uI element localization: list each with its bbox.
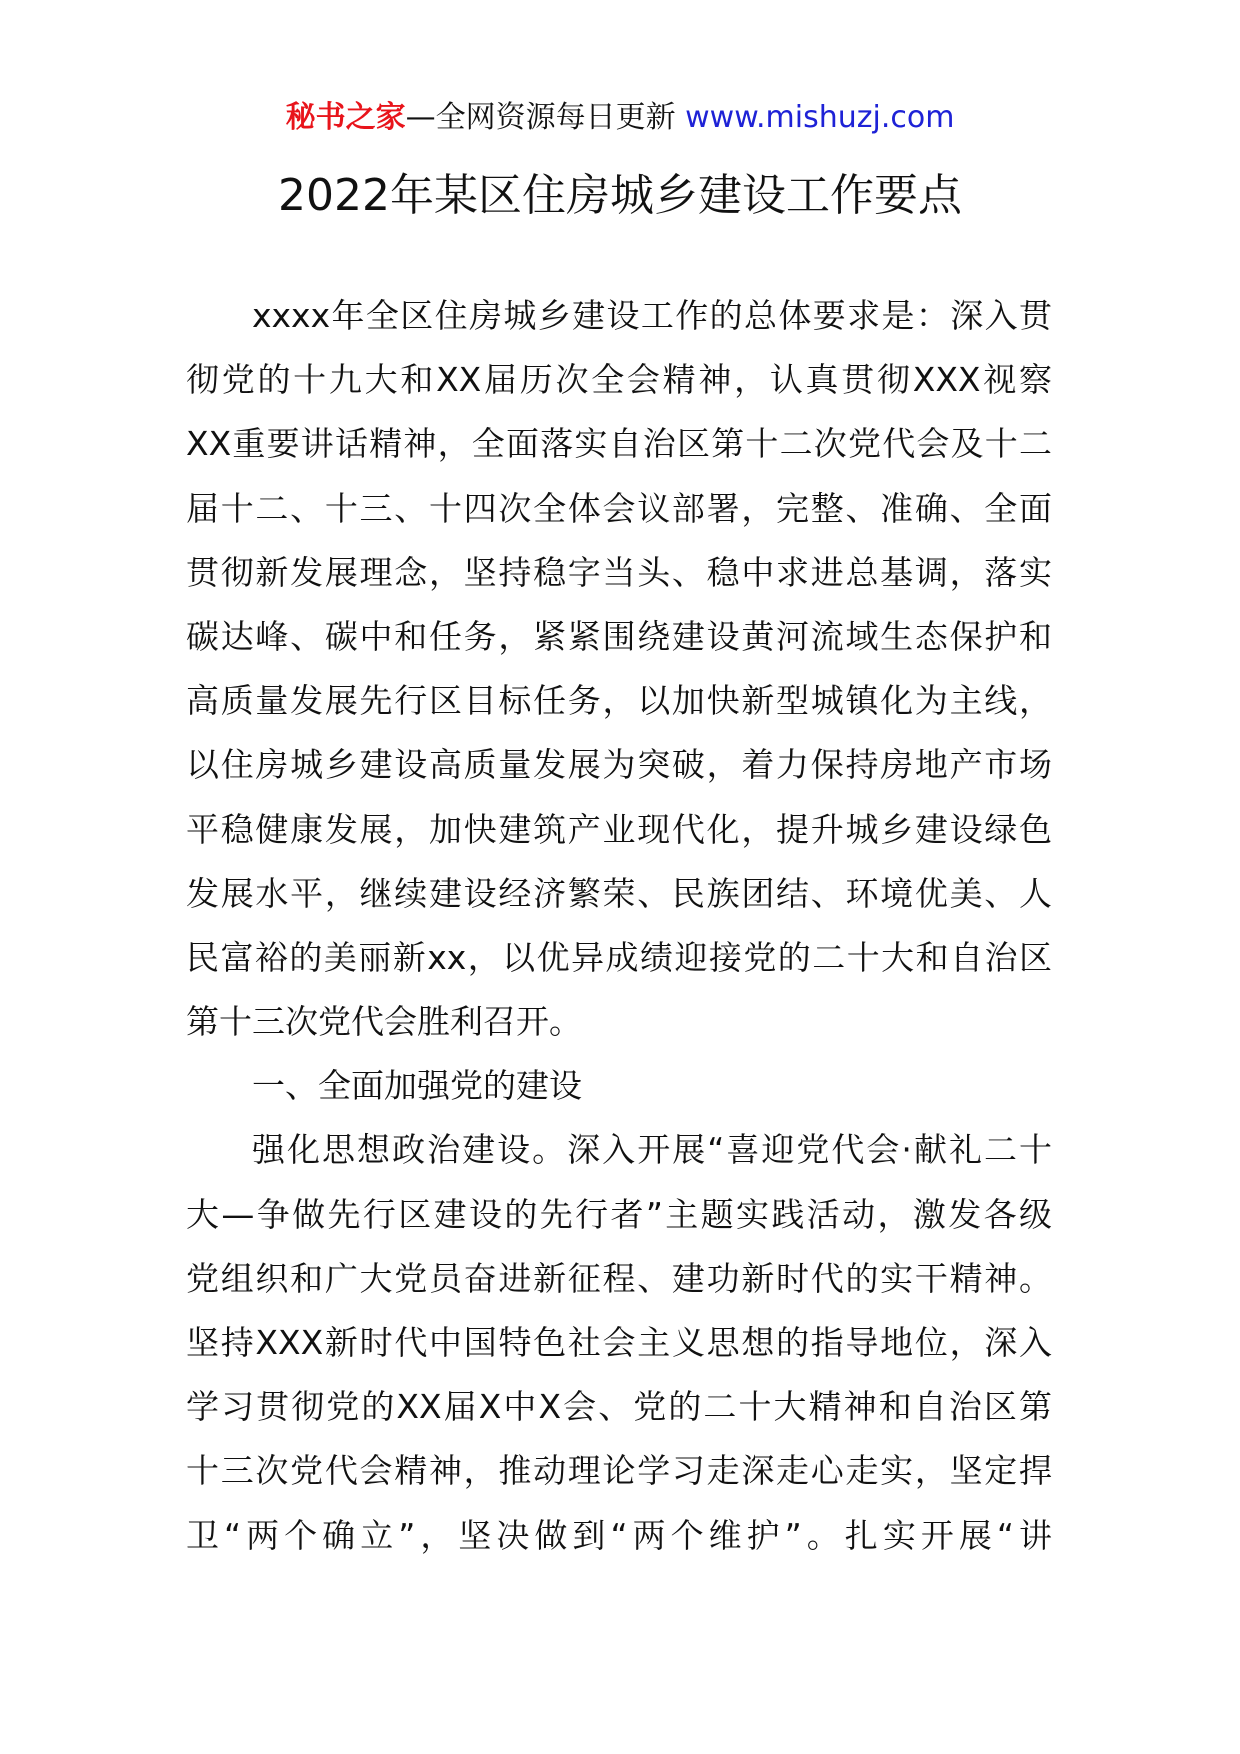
paragraph-line: XX重要讲话精神，全面落实自治区第十二次党代会及十二 — [186, 424, 1052, 464]
section-heading: 一、全面加强党的建设 — [252, 1066, 582, 1106]
paragraph-line: 强化思想政治建设。深入开展“喜迎党代会·献礼二十 — [252, 1130, 1052, 1170]
document-title: 2022年某区住房城乡建设工作要点 — [278, 170, 962, 221]
paragraph-line: 十三次党代会精神，推动理论学习走深走心走实，坚定捍 — [186, 1451, 1052, 1491]
paragraph-line: 届十二、十三、十四次全体会议部署，完整、准确、全面 — [186, 488, 1052, 528]
paragraph-line: 碳达峰、碳中和任务，紧紧围绕建设黄河流域生态保护和 — [186, 616, 1052, 656]
document-body — [186, 284, 1052, 1568]
paragraph-line: xxxx年全区住房城乡建设工作的总体要求是：深入贯 — [252, 296, 1052, 335]
paragraph-line: 平稳健康发展，加快建筑产业现代化，提升城乡建设绿色 — [186, 809, 1052, 849]
paragraph-line: 贯彻新发展理念，坚持稳字当头、稳中求进总基调，落实 — [186, 552, 1052, 592]
paragraph-line: 卫“两个确立”，坚决做到“两个维护”。扎实开展“讲 — [186, 1515, 1052, 1555]
paragraph-line: 学习贯彻党的XX届X中X会、党的二十大精神和自治区第 — [186, 1387, 1052, 1427]
brand-name: 秘书之家 — [285, 100, 406, 135]
paragraph-line: 党组织和广大党员奋进新征程、建功新时代的实干精神。 — [186, 1258, 1052, 1298]
header-tagline: —全网资源每日更新 — [405, 100, 676, 135]
paragraph-line: 以住房城乡建设高质量发展为突破，着力保持房地产市场 — [186, 745, 1052, 785]
paragraph-line: 第十三次党代会胜利召开。 — [186, 1002, 582, 1042]
paragraph-line: 彻党的十九大和XX届历次全会精神，认真贯彻XXX视察 — [186, 360, 1052, 400]
site-url-link[interactable]: www.mishuzj.com — [685, 100, 955, 135]
paragraph-line: 大—争做先行区建设的先行者”主题实践活动，激发各级 — [186, 1194, 1052, 1234]
paragraph-line: 民富裕的美丽新xx，以优异成绩迎接党的二十大和自治区 — [186, 937, 1052, 977]
paragraph-line: 高质量发展先行区目标任务，以加快新型城镇化为主线， — [186, 681, 1052, 721]
paragraph-line: 坚持XXX新时代中国特色社会主义思想的指导地位，深入 — [186, 1323, 1052, 1362]
site-header — [0, 98, 1240, 138]
paragraph-line: 发展水平，继续建设经济繁荣、民族团结、环境优美、人 — [186, 873, 1052, 913]
